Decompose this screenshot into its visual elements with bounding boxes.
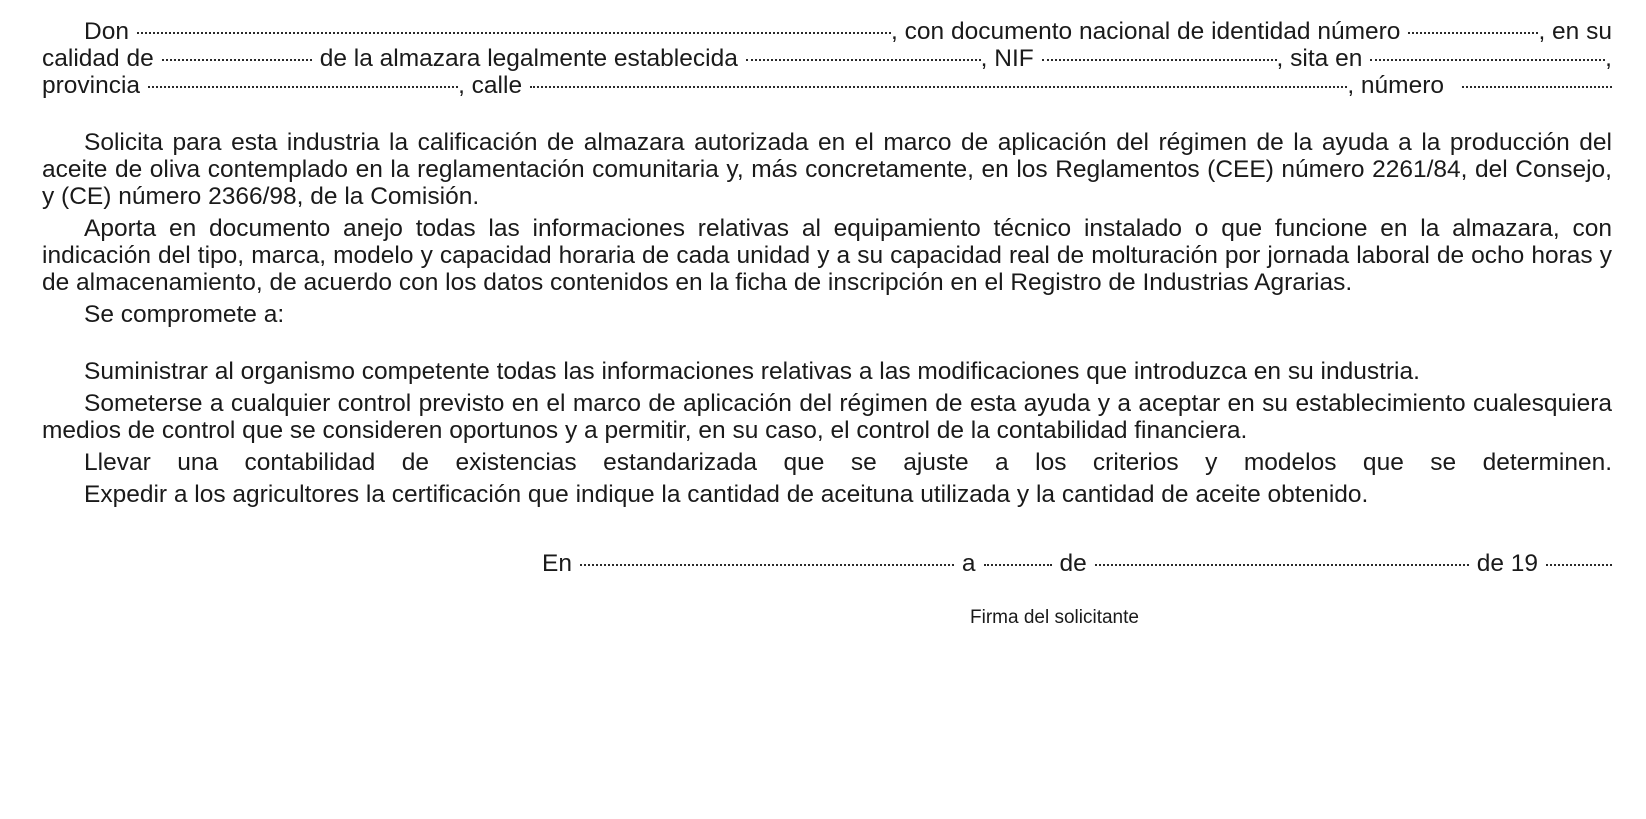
paragraph-solicita: Solicita para esta industria la calificación de almazara autorizada en el marco de aplicación del régimen de la ayuda a la producción del aceite de oliva contemplado en la reglamentación comunitaria y, más concretamente, en los Reglamentos (CEE) número 2261/84, del Consejo, y (CE) número 2366/98, de la Comisión. xyxy=(42,129,1612,210)
label-sita: , sita en xyxy=(1276,45,1363,72)
label-numero: , número xyxy=(1347,72,1444,99)
paragraph-llevar: Llevar una contabilidad de existencias estandarizada que se ajuste a los criterios y modelos que se determinen. xyxy=(84,449,1612,476)
label-calidad: calidad de xyxy=(42,45,154,72)
label-dni: , con documento nacional de identidad número xyxy=(891,18,1401,45)
header-line-1 xyxy=(42,18,1612,45)
fill-dni[interactable] xyxy=(1408,31,1538,34)
header-line-3 xyxy=(42,72,1612,99)
label-calle: , calle xyxy=(458,72,523,99)
paragraph-someterse: Someterse a cualquier control previsto en el marco de aplicación del régimen de esta ayuda y a aceptar en su establecimiento cualesquiera medios de control que se consideren oportunos y a permitir, en su caso, el control de la contabilidad financiera. xyxy=(42,390,1612,444)
paragraph-suministrar: Suministrar al organismo competente todas las informaciones relativas a las modificaciones que introduzca en su industria. xyxy=(84,358,1420,385)
fill-nif[interactable] xyxy=(1042,58,1277,61)
header-line-2 xyxy=(42,45,1612,72)
label-almazara: de la almazara legalmente establecida xyxy=(319,45,738,72)
fill-provincia[interactable] xyxy=(148,85,458,88)
paragraph-aporta: Aporta en documento anejo todas las informaciones relativas al equipamiento técnico instalado o que funcione en la almazara, con indicación del tipo, marca, modelo y capacidad horaria de cada unidad y a su capacidad real de molturación por jornada laboral de ocho horas y de almacenamiento, de acuerdo con los datos contenidos en la ficha de inscripción en el Registro de Industrias Agrarias. xyxy=(42,215,1612,296)
paragraph-expedir: Expedir a los agricultores la certificación que indique la cantidad de aceituna utilizada y la cantidad de aceite obtenido. xyxy=(84,481,1369,508)
signature-label: Firma del solicitante xyxy=(970,607,1139,628)
fill-calidad[interactable] xyxy=(162,58,312,61)
label-en-su: , en su xyxy=(1538,18,1612,45)
label-provincia: provincia xyxy=(42,72,141,99)
fill-numero[interactable] xyxy=(1462,85,1612,88)
label-comma: , xyxy=(1605,45,1612,72)
label-date-de19: de 19 xyxy=(1476,550,1538,577)
fill-name[interactable] xyxy=(137,31,891,34)
label-date-a: a xyxy=(961,550,976,577)
paragraph-se-compromete: Se compromete a: xyxy=(84,301,285,328)
fill-calle[interactable] xyxy=(530,85,1347,88)
fill-day[interactable] xyxy=(984,563,1052,566)
label-date-en: En xyxy=(542,550,572,577)
label-date-de: de xyxy=(1059,550,1087,577)
fill-year[interactable] xyxy=(1546,563,1612,566)
label-nif: , NIF xyxy=(980,45,1034,72)
fill-place[interactable] xyxy=(580,563,954,566)
fill-almazara[interactable] xyxy=(746,58,981,61)
fill-month[interactable] xyxy=(1095,563,1469,566)
label-don: Don xyxy=(84,18,129,45)
fill-sita[interactable] xyxy=(1370,58,1605,61)
date-line xyxy=(542,550,1612,577)
document-page xyxy=(42,18,1612,629)
